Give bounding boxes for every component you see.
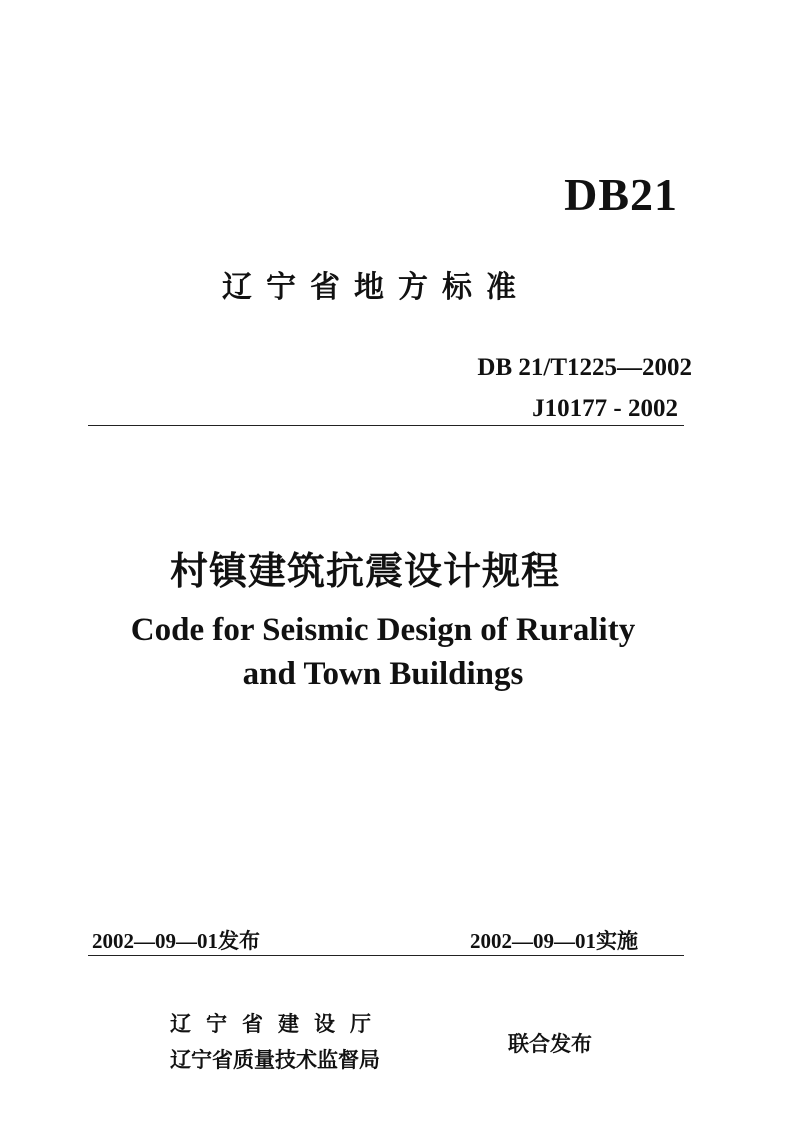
title-english-line1: Code for Seismic Design of Rurality bbox=[130, 612, 636, 648]
record-number: J10177 - 2002 bbox=[532, 395, 678, 422]
issuer-construction-department: 辽宁省建设厅 bbox=[170, 1012, 386, 1036]
title-chinese: 村镇建筑抗震设计规程 bbox=[170, 548, 561, 593]
issue-date: 2002—09—01发布 bbox=[92, 929, 260, 953]
bottom-divider bbox=[88, 955, 684, 956]
standard-number: DB 21/T1225—2002 bbox=[477, 354, 692, 381]
top-divider bbox=[88, 425, 684, 426]
implementation-date: 2002—09—01实施 bbox=[470, 929, 638, 953]
db-code: DB21 bbox=[564, 169, 678, 220]
standard-category: 辽宁省地方标准 bbox=[222, 270, 530, 305]
issuer-quality-bureau: 辽宁省质量技术监督局 bbox=[170, 1048, 380, 1072]
joint-issue-label: 联合发布 bbox=[508, 1032, 592, 1056]
title-english-line2: and Town Buildings bbox=[242, 656, 524, 692]
